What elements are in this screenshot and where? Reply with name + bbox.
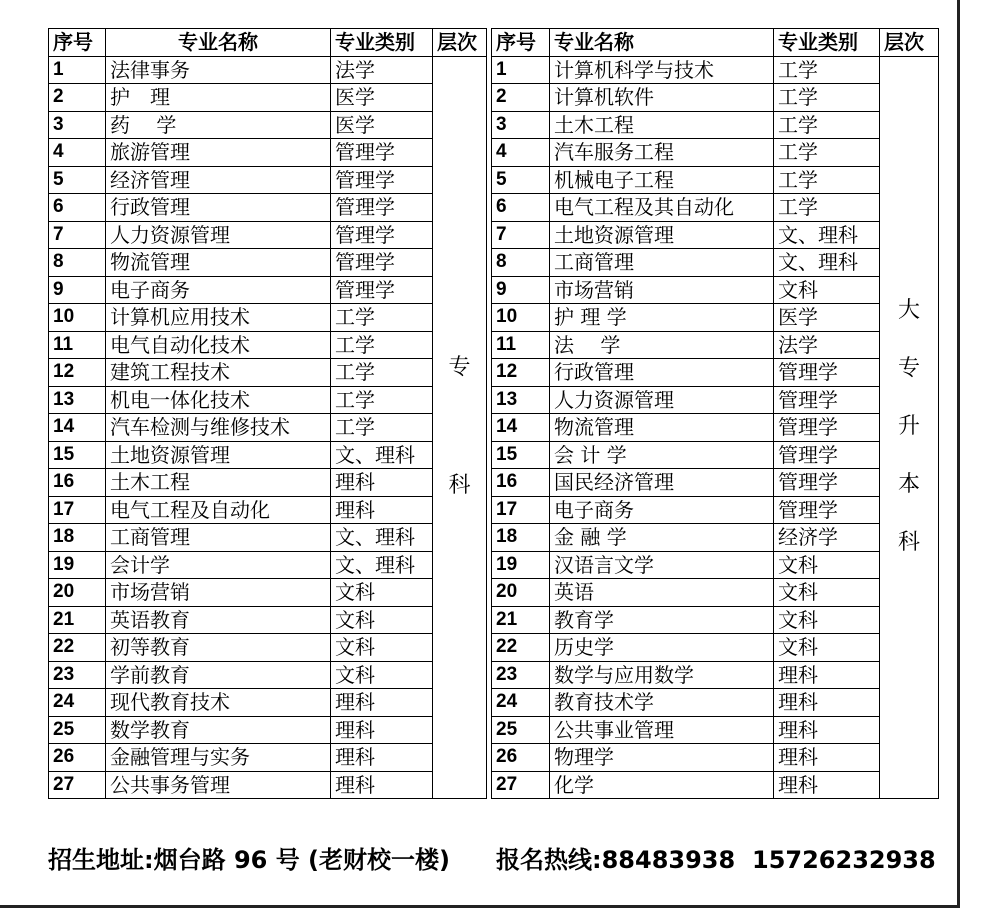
major-category-cell: 经济学 <box>774 524 880 552</box>
table-row <box>49 716 487 744</box>
major-name-cell: 市场营销 <box>550 276 774 304</box>
major-category-cell: 管理学 <box>774 469 880 497</box>
row-number-cell: 23 <box>49 661 106 689</box>
row-number-cell: 12 <box>492 359 550 387</box>
junior-college-majors-table <box>48 28 487 799</box>
major-category-cell: 管理学 <box>331 249 433 277</box>
level-character: 本 <box>897 472 920 498</box>
major-name-cell: 学前教育 <box>106 661 331 689</box>
table-header-row <box>492 29 939 57</box>
major-name-cell: 电气工程及其自动化 <box>550 194 774 222</box>
major-name-cell: 行政管理 <box>550 359 774 387</box>
row-number-cell: 9 <box>49 276 106 304</box>
table-row <box>49 661 487 689</box>
table-row <box>492 771 939 799</box>
row-number-cell: 13 <box>49 386 106 414</box>
table-row <box>49 414 487 442</box>
header-category: 专业类别 <box>774 29 880 57</box>
major-name-cell: 教育学 <box>550 606 774 634</box>
table-row <box>492 689 939 717</box>
major-name-cell: 汽车服务工程 <box>550 139 774 167</box>
row-number-cell: 10 <box>492 304 550 332</box>
major-category-cell: 管理学 <box>331 166 433 194</box>
header-level: 层次 <box>433 29 487 57</box>
major-name-cell: 现代教育技术 <box>106 689 331 717</box>
row-number-cell: 24 <box>49 689 106 717</box>
major-category-cell: 工学 <box>774 56 880 84</box>
header-no: 序号 <box>49 29 106 57</box>
row-number-cell: 14 <box>492 414 550 442</box>
major-category-cell: 法学 <box>331 56 433 84</box>
major-name-cell: 经济管理 <box>106 166 331 194</box>
major-name-cell: 历史学 <box>550 634 774 662</box>
row-number-cell: 3 <box>49 111 106 139</box>
table-row <box>492 221 939 249</box>
major-category-cell: 医学 <box>774 304 880 332</box>
major-category-cell: 文科 <box>774 634 880 662</box>
row-number-cell: 19 <box>492 551 550 579</box>
registration-hotline: 报名热线:88483938 <box>496 846 736 874</box>
major-category-cell: 理科 <box>331 744 433 772</box>
major-category-cell: 管理学 <box>331 276 433 304</box>
major-name-cell: 法律事务 <box>106 56 331 84</box>
major-category-cell: 文、理科 <box>331 441 433 469</box>
major-category-cell: 理科 <box>331 689 433 717</box>
row-number-cell: 22 <box>49 634 106 662</box>
major-category-cell: 管理学 <box>774 496 880 524</box>
table-row <box>492 139 939 167</box>
major-name-cell: 英语教育 <box>106 606 331 634</box>
major-category-cell: 工学 <box>331 414 433 442</box>
table-row <box>49 166 487 194</box>
table-row <box>49 304 487 332</box>
table-row <box>49 551 487 579</box>
major-category-cell: 理科 <box>774 771 880 799</box>
major-category-cell: 理科 <box>331 716 433 744</box>
major-name-cell: 英语 <box>550 579 774 607</box>
table-row <box>492 496 939 524</box>
table-row <box>492 524 939 552</box>
major-category-cell: 文科 <box>331 579 433 607</box>
table-row <box>49 386 487 414</box>
major-name-cell: 土木工程 <box>550 111 774 139</box>
major-name-cell: 教育技术学 <box>550 689 774 717</box>
level-character: 科 <box>448 473 471 499</box>
major-category-cell: 文科 <box>774 276 880 304</box>
level-character: 科 <box>897 530 920 556</box>
table-row <box>492 579 939 607</box>
registration-mobile: 15726232938 <box>752 846 936 874</box>
major-category-cell: 工学 <box>331 359 433 387</box>
major-category-cell: 理科 <box>774 661 880 689</box>
row-number-cell: 8 <box>49 249 106 277</box>
row-number-cell: 1 <box>49 56 106 84</box>
major-category-cell: 法学 <box>774 331 880 359</box>
major-name-cell: 物流管理 <box>106 249 331 277</box>
major-category-cell: 工学 <box>774 194 880 222</box>
major-category-cell: 文、理科 <box>331 524 433 552</box>
table-row <box>492 331 939 359</box>
major-category-cell: 文、理科 <box>774 221 880 249</box>
major-category-cell: 理科 <box>331 496 433 524</box>
major-name-cell: 人力资源管理 <box>106 221 331 249</box>
table-row <box>49 221 487 249</box>
row-number-cell: 18 <box>49 524 106 552</box>
education-level-cell <box>433 56 487 799</box>
row-number-cell: 14 <box>49 414 106 442</box>
table-row <box>49 139 487 167</box>
level-character: 大 <box>897 298 920 324</box>
row-number-cell: 22 <box>492 634 550 662</box>
table-row <box>49 689 487 717</box>
row-number-cell: 6 <box>492 194 550 222</box>
major-name-cell: 市场营销 <box>106 579 331 607</box>
major-name-cell: 机械电子工程 <box>550 166 774 194</box>
major-name-cell: 护 理 学 <box>550 304 774 332</box>
major-category-cell: 文、理科 <box>774 249 880 277</box>
major-name-cell: 初等教育 <box>106 634 331 662</box>
table-row <box>49 359 487 387</box>
major-name-cell: 工商管理 <box>550 249 774 277</box>
table-row <box>492 716 939 744</box>
major-category-cell: 工学 <box>774 166 880 194</box>
row-number-cell: 26 <box>492 744 550 772</box>
table-row <box>49 744 487 772</box>
table-row <box>49 524 487 552</box>
table-row <box>49 276 487 304</box>
row-number-cell: 2 <box>49 84 106 112</box>
major-category-cell: 文、理科 <box>331 551 433 579</box>
row-number-cell: 4 <box>49 139 106 167</box>
header-category: 专业类别 <box>331 29 433 57</box>
table-row <box>492 276 939 304</box>
frame-border-right <box>957 0 960 908</box>
level-character: 专 <box>448 355 471 381</box>
major-name-cell: 土地资源管理 <box>106 441 331 469</box>
major-name-cell: 工商管理 <box>106 524 331 552</box>
row-number-cell: 26 <box>49 744 106 772</box>
table-row <box>49 194 487 222</box>
table-row <box>492 194 939 222</box>
table-row <box>492 469 939 497</box>
table-body <box>49 56 487 799</box>
major-category-cell: 文科 <box>331 606 433 634</box>
major-category-cell: 文科 <box>774 579 880 607</box>
major-category-cell: 管理学 <box>774 386 880 414</box>
major-category-cell: 理科 <box>331 771 433 799</box>
major-name-cell: 人力资源管理 <box>550 386 774 414</box>
major-name-cell: 金 融 学 <box>550 524 774 552</box>
table-row <box>49 56 487 84</box>
row-number-cell: 11 <box>492 331 550 359</box>
row-number-cell: 5 <box>492 166 550 194</box>
major-category-cell: 工学 <box>774 139 880 167</box>
row-number-cell: 27 <box>492 771 550 799</box>
table-row <box>492 166 939 194</box>
table-row <box>492 606 939 634</box>
table-row <box>492 414 939 442</box>
major-category-cell: 管理学 <box>331 221 433 249</box>
major-category-cell: 工学 <box>331 304 433 332</box>
table-row <box>49 331 487 359</box>
table-row <box>49 111 487 139</box>
row-number-cell: 11 <box>49 331 106 359</box>
major-category-cell: 工学 <box>774 111 880 139</box>
row-number-cell: 21 <box>49 606 106 634</box>
major-name-cell: 汉语言文学 <box>550 551 774 579</box>
major-name-cell: 电气自动化技术 <box>106 331 331 359</box>
major-name-cell: 建筑工程技术 <box>106 359 331 387</box>
upgrade-to-bachelor-majors-table <box>491 28 939 799</box>
table-row <box>492 634 939 662</box>
major-name-cell: 会计学 <box>106 551 331 579</box>
table-row <box>49 634 487 662</box>
major-category-cell: 管理学 <box>331 139 433 167</box>
major-name-cell: 计算机软件 <box>550 84 774 112</box>
row-number-cell: 17 <box>492 496 550 524</box>
frame-border-bottom <box>0 905 960 908</box>
row-number-cell: 20 <box>49 579 106 607</box>
table-row <box>492 84 939 112</box>
major-category-cell: 管理学 <box>774 441 880 469</box>
major-name-cell: 药 学 <box>106 111 331 139</box>
table-row <box>492 304 939 332</box>
major-name-cell: 行政管理 <box>106 194 331 222</box>
table-row <box>49 84 487 112</box>
row-number-cell: 15 <box>49 441 106 469</box>
row-number-cell: 25 <box>492 716 550 744</box>
row-number-cell: 21 <box>492 606 550 634</box>
table-row <box>492 386 939 414</box>
major-name-cell: 机电一体化技术 <box>106 386 331 414</box>
major-category-cell: 理科 <box>331 469 433 497</box>
table-row <box>49 579 487 607</box>
table-row <box>492 56 939 84</box>
table-body <box>492 56 939 799</box>
row-number-cell: 2 <box>492 84 550 112</box>
row-number-cell: 23 <box>492 661 550 689</box>
table-row <box>492 661 939 689</box>
major-name-cell: 物流管理 <box>550 414 774 442</box>
row-number-cell: 27 <box>49 771 106 799</box>
major-name-cell: 土地资源管理 <box>550 221 774 249</box>
row-number-cell: 18 <box>492 524 550 552</box>
row-number-cell: 4 <box>492 139 550 167</box>
table-row <box>49 606 487 634</box>
table-row <box>492 744 939 772</box>
row-number-cell: 17 <box>49 496 106 524</box>
major-name-cell: 护 理 <box>106 84 331 112</box>
major-name-cell: 法 学 <box>550 331 774 359</box>
row-number-cell: 25 <box>49 716 106 744</box>
major-name-cell: 计算机应用技术 <box>106 304 331 332</box>
major-category-cell: 文科 <box>774 551 880 579</box>
row-number-cell: 15 <box>492 441 550 469</box>
major-category-cell: 理科 <box>774 716 880 744</box>
header-no: 序号 <box>492 29 550 57</box>
table-row <box>49 469 487 497</box>
table-row <box>49 441 487 469</box>
table-row <box>49 249 487 277</box>
major-category-cell: 工学 <box>331 331 433 359</box>
row-number-cell: 16 <box>49 469 106 497</box>
table-row <box>492 249 939 277</box>
header-major-name: 专业名称 <box>550 29 774 57</box>
major-category-cell: 文科 <box>331 634 433 662</box>
major-name-cell: 电子商务 <box>106 276 331 304</box>
row-number-cell: 13 <box>492 386 550 414</box>
level-character: 升 <box>897 414 920 440</box>
major-name-cell: 汽车检测与维修技术 <box>106 414 331 442</box>
major-name-cell: 会 计 学 <box>550 441 774 469</box>
row-number-cell: 1 <box>492 56 550 84</box>
table-header-row <box>49 29 487 57</box>
row-number-cell: 19 <box>49 551 106 579</box>
row-number-cell: 20 <box>492 579 550 607</box>
major-name-cell: 数学与应用数学 <box>550 661 774 689</box>
table-row <box>492 359 939 387</box>
major-name-cell: 计算机科学与技术 <box>550 56 774 84</box>
major-category-cell: 理科 <box>774 689 880 717</box>
table-row <box>492 111 939 139</box>
major-category-cell: 文科 <box>331 661 433 689</box>
row-number-cell: 16 <box>492 469 550 497</box>
row-number-cell: 8 <box>492 249 550 277</box>
major-name-cell: 金融管理与实务 <box>106 744 331 772</box>
level-character: 专 <box>897 356 920 382</box>
major-category-cell: 管理学 <box>331 194 433 222</box>
row-number-cell: 3 <box>492 111 550 139</box>
major-name-cell: 数学教育 <box>106 716 331 744</box>
table-row <box>492 441 939 469</box>
row-number-cell: 12 <box>49 359 106 387</box>
row-number-cell: 7 <box>492 221 550 249</box>
major-category-cell: 文科 <box>774 606 880 634</box>
row-number-cell: 9 <box>492 276 550 304</box>
header-major-name: 专业名称 <box>106 29 331 57</box>
major-category-cell: 工学 <box>331 386 433 414</box>
major-name-cell: 电子商务 <box>550 496 774 524</box>
table-row <box>49 496 487 524</box>
major-category-cell: 医学 <box>331 111 433 139</box>
major-name-cell: 化学 <box>550 771 774 799</box>
major-category-cell: 管理学 <box>774 414 880 442</box>
table-row <box>49 771 487 799</box>
major-category-cell: 工学 <box>774 84 880 112</box>
enrollment-address: 招生地址:烟台路 96 号 (老财校一楼) <box>48 846 450 874</box>
major-category-cell: 管理学 <box>774 359 880 387</box>
major-name-cell: 国民经济管理 <box>550 469 774 497</box>
major-name-cell: 物理学 <box>550 744 774 772</box>
major-category-cell: 理科 <box>774 744 880 772</box>
row-number-cell: 6 <box>49 194 106 222</box>
major-name-cell: 公共事业管理 <box>550 716 774 744</box>
major-name-cell: 土木工程 <box>106 469 331 497</box>
row-number-cell: 10 <box>49 304 106 332</box>
education-level-cell <box>880 56 939 799</box>
major-name-cell: 公共事务管理 <box>106 771 331 799</box>
major-name-cell: 电气工程及自动化 <box>106 496 331 524</box>
row-number-cell: 5 <box>49 166 106 194</box>
table-row <box>492 551 939 579</box>
row-number-cell: 7 <box>49 221 106 249</box>
row-number-cell: 24 <box>492 689 550 717</box>
major-category-cell: 医学 <box>331 84 433 112</box>
header-level: 层次 <box>880 29 939 57</box>
major-name-cell: 旅游管理 <box>106 139 331 167</box>
